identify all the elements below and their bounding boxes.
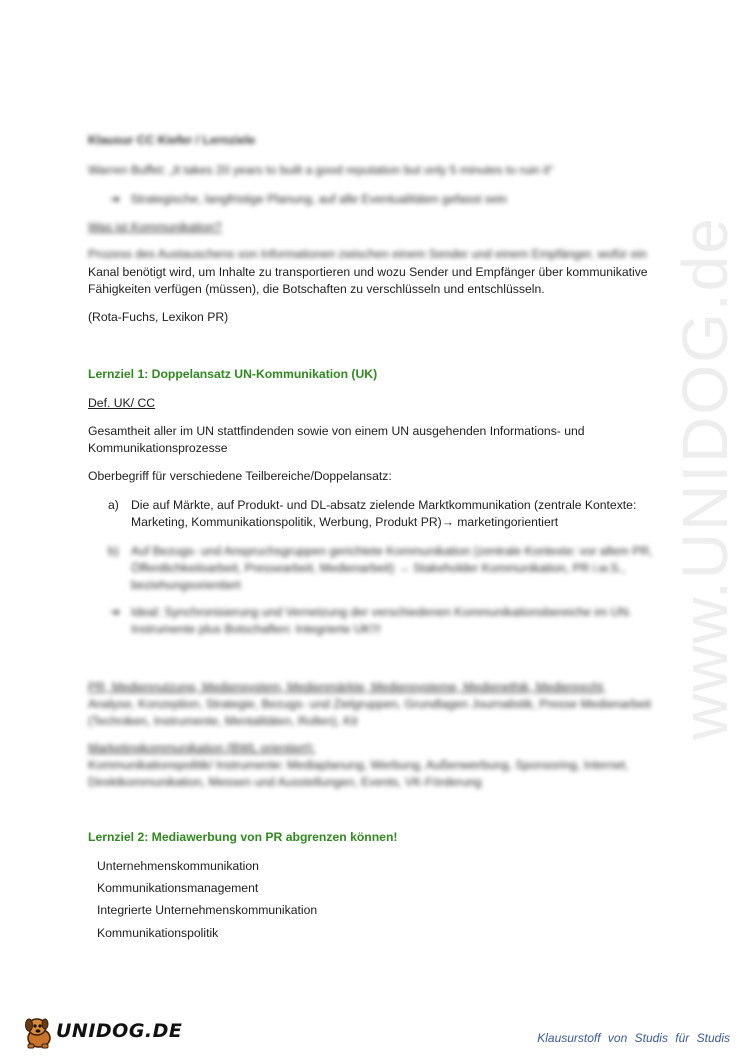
- item-b-marker: b): [108, 544, 119, 558]
- mk-line-1: Marketingkommunikation (BWL orientiert):: [88, 741, 316, 755]
- list-item: Kommunikationsmanagement: [97, 881, 259, 895]
- item-a-line-2: Marketing, Kommunikationspolitik, Werbung, Produkt PR)→ marketingorientiert: [131, 515, 559, 529]
- item-a-line-1: Die auf Märkte, auf Produkt- und DL-absatz zielende Marktkommunikation (zentrale Kontexte:: [131, 498, 637, 512]
- unidog-logo[interactable]: [22, 1012, 183, 1052]
- lernziel-2-heading: Lernziel 2: Mediawerbung von PR abgrenzen können!: [88, 830, 398, 844]
- dog-icon: [22, 1014, 58, 1050]
- definition-label: Def. UK/ CC: [88, 396, 156, 410]
- pr-line-3: (Techniken, Instrumente, Mentalitäten, Rollen), Kit: [88, 714, 358, 728]
- item-b-line-1: Auf Bezugs- und Anspruchsgruppen gerichtete Kommunikation (zentrale Kontexte: vor allem PR,: [131, 544, 653, 558]
- arrow-icon: →: [441, 515, 454, 529]
- oberbegriff-line: Oberbegriff für verschiedene Teilbereiche/Doppelansatz:: [88, 469, 392, 483]
- item-a-marker: a): [108, 498, 119, 512]
- quote: Warren Buffet: „It takes 20 years to built a good reputation but only 5 minutes to ruin it“: [88, 163, 554, 177]
- pr-line-1: PR, Mediennutzung, Mediensystem, Medienmärkte, Mediensysteme, Medienethik, Medienrecht,: [88, 680, 607, 694]
- ideal-line-2: Instrumente plus Botschaften: Integrierte UK!!!: [131, 622, 381, 636]
- footer-tagline: Klausurstoff von Studis für Studis: [537, 1031, 730, 1045]
- arrow-bullet-icon: ➔: [110, 192, 121, 206]
- item-b-line-3: beziehungsorientiert: [131, 578, 241, 592]
- logo-text: UNIDOG.DE: [56, 1020, 183, 1042]
- list-item: Unternehmenskommunikation: [97, 859, 259, 873]
- ideal-line-1: Ideal: Synchronisierung und Vernetzung der verschiedenen Kommunikationsbereiche im UN.: [131, 605, 632, 619]
- intro-line-3: Fähigkeiten verfügen (müssen), die Botschaften zu verschlüsseln und entschlüsseln.: [88, 282, 545, 296]
- list-item: Integrierte Unternehmenskommunikation: [97, 903, 318, 917]
- list-item: Kommunikationspolitik: [97, 926, 219, 940]
- arrow-bullet-icon: ➔: [110, 605, 121, 619]
- quote-bullet: ➔ Strategische, langfristige Planung, auf alle Eventualitäten gefasst sein: [110, 192, 508, 206]
- watermark: www.UNIDOG.de: [669, 216, 741, 740]
- intro-line-1: Prozess des Austauschens von Informationen zwischen einem Sender und einem Empfänger, wofür ein: [88, 247, 647, 261]
- intro-source: (Rota-Fuchs, Lexikon PR): [88, 310, 229, 324]
- intro-line-2: Kanal benötigt wird, um Inhalte zu transportieren und wozu Sender und Empfänger über kommunikative: [88, 265, 648, 279]
- question-heading: Was ist Kommunikation?: [88, 220, 222, 234]
- definition-line-2: Kommunikationsprozesse: [88, 441, 228, 455]
- lernziel-1-heading: Lernziel 1: Doppelansatz UN-Kommunikation (UK): [88, 367, 378, 381]
- document-title: Klausur CC Kiefer / Lernziele: [88, 133, 256, 147]
- mk-line-2: Kommunikationspolitik/ Instrumente: Mediaplanung, Werbung, Außenwerbung, Sponsoring, Internet,: [88, 758, 629, 772]
- mk-line-3: Direktkommunikation, Messen und Ausstellungen, Events, VK-Förderung: [88, 775, 482, 789]
- definition-line-1: Gesamtheit aller im UN stattfindenden sowie von einem UN ausgehenden Informations- und: [88, 424, 585, 438]
- pr-line-2: Analyse, Konzeption, Strategie, Bezugs- und Zielgruppen, Grundlagen Journalistik, Presse Medienarbeit: [88, 697, 651, 711]
- item-b-line-2: Öffentlichkeitsarbeit, Pressearbeit, Medienarbeit) → Stakeholder Kommunikation, PR i.w.S.,: [131, 561, 626, 575]
